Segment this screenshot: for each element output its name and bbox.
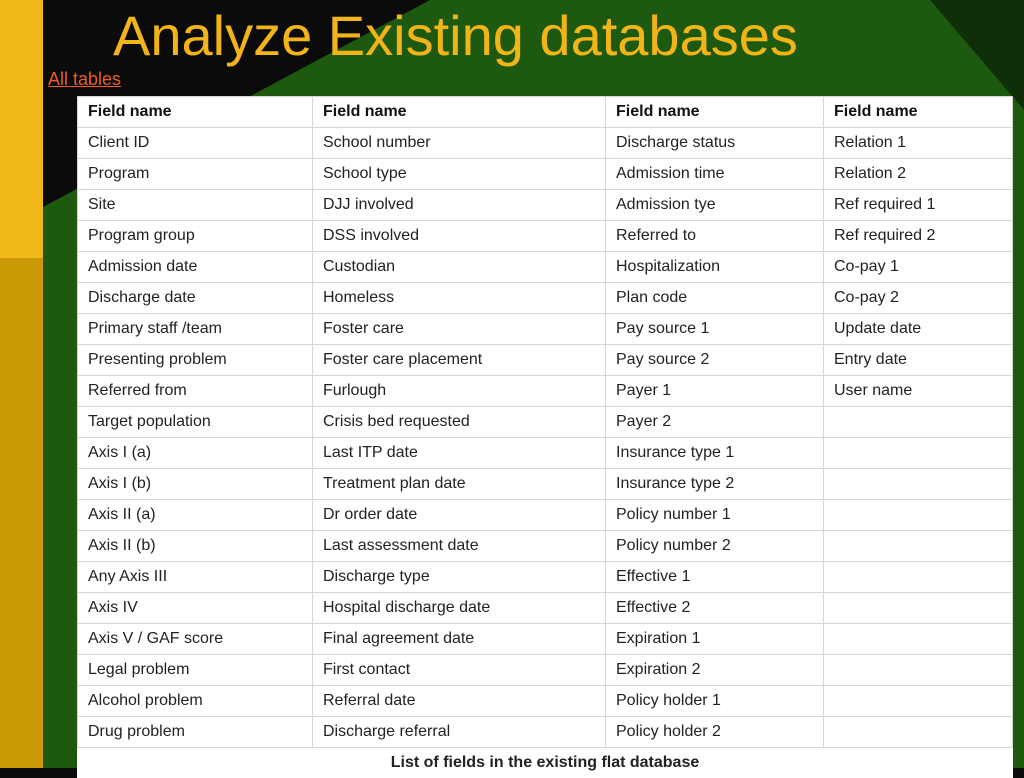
table-row xyxy=(78,686,1013,717)
table-cell: Axis II (b) xyxy=(78,531,313,562)
table-row xyxy=(78,283,1013,314)
table-cell: School number xyxy=(313,128,606,159)
table-cell: Last ITP date xyxy=(313,438,606,469)
table-cell: Discharge status xyxy=(606,128,824,159)
table-cell xyxy=(824,593,1013,624)
table-cell xyxy=(824,624,1013,655)
table-cell: Dr order date xyxy=(313,500,606,531)
table-cell: Payer 1 xyxy=(606,376,824,407)
table-cell xyxy=(824,531,1013,562)
table-cell: Axis II (a) xyxy=(78,500,313,531)
table-cell xyxy=(824,500,1013,531)
table-caption-row xyxy=(78,748,1013,778)
table-cell: Policy holder 1 xyxy=(606,686,824,717)
table-cell: Hospitalization xyxy=(606,252,824,283)
slide-title: Analyze Existing databases xyxy=(113,3,798,69)
table-cell: Relation 1 xyxy=(824,128,1013,159)
table-row xyxy=(78,314,1013,345)
table-cell: Any Axis III xyxy=(78,562,313,593)
table-row xyxy=(78,562,1013,593)
table-cell xyxy=(824,407,1013,438)
table-cell: Axis I (a) xyxy=(78,438,313,469)
table-body xyxy=(78,128,1013,748)
accent-bar-top xyxy=(0,0,43,258)
table-cell xyxy=(824,562,1013,593)
table-cell: Admission time xyxy=(606,159,824,190)
table-row xyxy=(78,252,1013,283)
table-cell: Policy number 1 xyxy=(606,500,824,531)
table-cell: Program xyxy=(78,159,313,190)
table-row xyxy=(78,159,1013,190)
column-header: Field name xyxy=(313,97,606,128)
table-row xyxy=(78,376,1013,407)
table-cell xyxy=(824,686,1013,717)
table-cell: Referred to xyxy=(606,221,824,252)
table-row xyxy=(78,593,1013,624)
table-cell: Hospital discharge date xyxy=(313,593,606,624)
table-cell: Payer 2 xyxy=(606,407,824,438)
table-cell: Expiration 1 xyxy=(606,624,824,655)
table-row xyxy=(78,438,1013,469)
table-header-row xyxy=(78,97,1013,128)
accent-bar-bottom xyxy=(0,258,43,768)
table-cell xyxy=(824,438,1013,469)
table-cell: Admission date xyxy=(78,252,313,283)
table-cell: Homeless xyxy=(313,283,606,314)
table-cell: Last assessment date xyxy=(313,531,606,562)
table-cell: Plan code xyxy=(606,283,824,314)
table-cell: Referral date xyxy=(313,686,606,717)
table-cell: DSS involved xyxy=(313,221,606,252)
table-cell: Presenting problem xyxy=(78,345,313,376)
table-row xyxy=(78,128,1013,159)
table-cell: Foster care placement xyxy=(313,345,606,376)
table-cell: Pay source 2 xyxy=(606,345,824,376)
table-cell: Effective 1 xyxy=(606,562,824,593)
table-cell: Treatment plan date xyxy=(313,469,606,500)
table-row xyxy=(78,345,1013,376)
table-cell: Legal problem xyxy=(78,655,313,686)
table-row xyxy=(78,624,1013,655)
table-cell: Co-pay 2 xyxy=(824,283,1013,314)
table-cell: Update date xyxy=(824,314,1013,345)
table-cell: Alcohol problem xyxy=(78,686,313,717)
table-row xyxy=(78,500,1013,531)
table-cell: Discharge date xyxy=(78,283,313,314)
table-cell: Ref required 2 xyxy=(824,221,1013,252)
table-cell: Insurance type 1 xyxy=(606,438,824,469)
table-row xyxy=(78,221,1013,252)
table-caption: List of fields in the existing flat database xyxy=(78,748,1013,778)
table-cell: School type xyxy=(313,159,606,190)
table-cell: Site xyxy=(78,190,313,221)
table-cell: Expiration 2 xyxy=(606,655,824,686)
table-cell xyxy=(824,655,1013,686)
table-cell: Relation 2 xyxy=(824,159,1013,190)
table-cell: Client ID xyxy=(78,128,313,159)
table-cell: Admission tye xyxy=(606,190,824,221)
table-cell: Policy number 2 xyxy=(606,531,824,562)
table-cell: Final agreement date xyxy=(313,624,606,655)
table-cell: Discharge type xyxy=(313,562,606,593)
table-cell: Axis IV xyxy=(78,593,313,624)
table-row xyxy=(78,190,1013,221)
table-cell: Co-pay 1 xyxy=(824,252,1013,283)
table-cell: First contact xyxy=(313,655,606,686)
table-cell: Pay source 1 xyxy=(606,314,824,345)
table-cell: Primary staff /team xyxy=(78,314,313,345)
column-header: Field name xyxy=(824,97,1013,128)
table-cell: Foster care xyxy=(313,314,606,345)
table-cell: Insurance type 2 xyxy=(606,469,824,500)
table-cell: Target population xyxy=(78,407,313,438)
table-cell: DJJ involved xyxy=(313,190,606,221)
table-cell: Axis I (b) xyxy=(78,469,313,500)
table-row xyxy=(78,531,1013,562)
table-cell xyxy=(824,717,1013,748)
table-cell: Effective 2 xyxy=(606,593,824,624)
table-cell: Ref required 1 xyxy=(824,190,1013,221)
table-cell: Referred from xyxy=(78,376,313,407)
table-cell: Custodian xyxy=(313,252,606,283)
table-cell: Crisis bed requested xyxy=(313,407,606,438)
table-cell: Discharge referral xyxy=(313,717,606,748)
table-cell: User name xyxy=(824,376,1013,407)
column-header: Field name xyxy=(78,97,313,128)
column-header: Field name xyxy=(606,97,824,128)
table-cell: Entry date xyxy=(824,345,1013,376)
table-row xyxy=(78,717,1013,748)
table-cell: Axis V / GAF score xyxy=(78,624,313,655)
table-cell: Drug problem xyxy=(78,717,313,748)
table-cell xyxy=(824,469,1013,500)
table-cell: Policy holder 2 xyxy=(606,717,824,748)
table-row xyxy=(78,469,1013,500)
fields-table xyxy=(77,96,1013,778)
table-cell: Program group xyxy=(78,221,313,252)
all-tables-link[interactable]: All tables xyxy=(48,69,121,90)
table-cell: Furlough xyxy=(313,376,606,407)
table-row xyxy=(78,407,1013,438)
table-row xyxy=(78,655,1013,686)
